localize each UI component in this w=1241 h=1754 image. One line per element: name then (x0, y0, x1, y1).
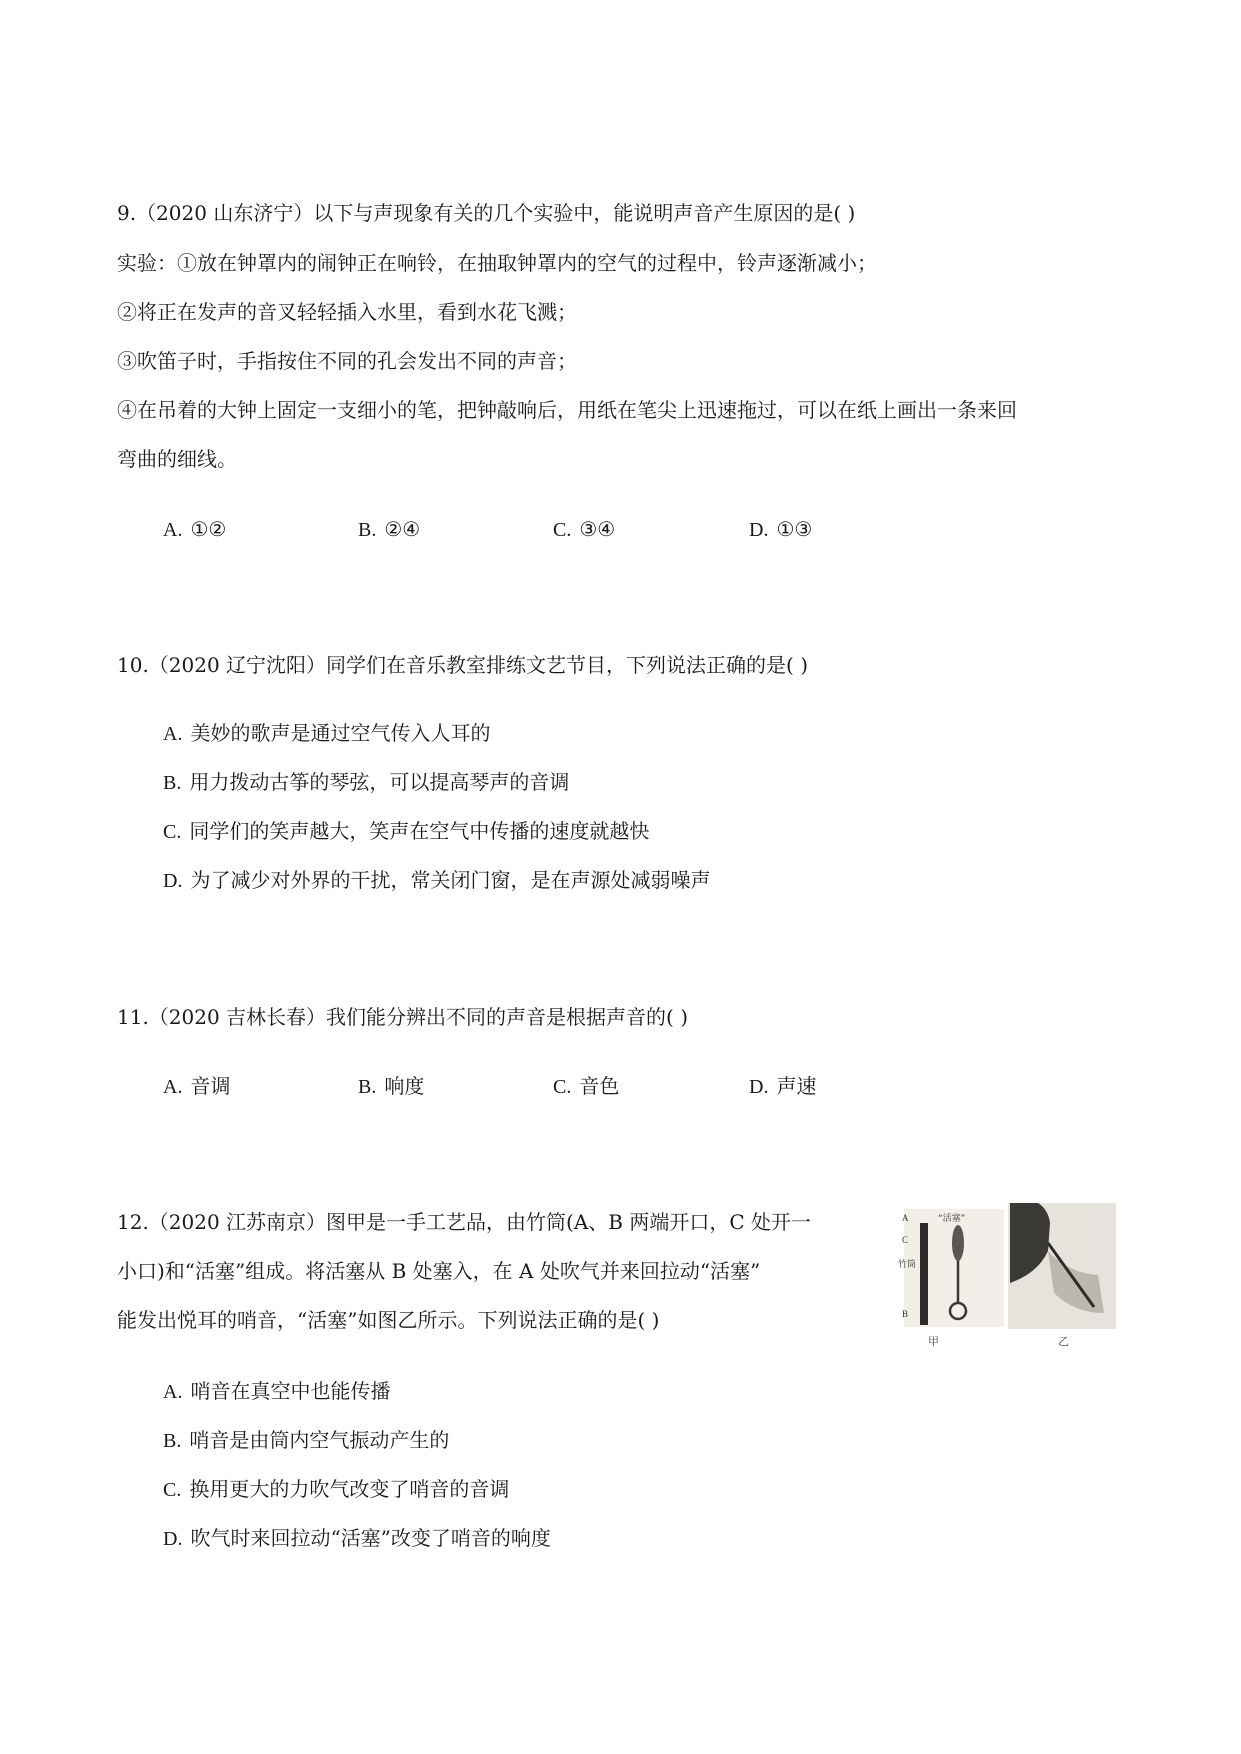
option-text: 用力拨动古筝的琴弦，可以提高琴声的音调 (189, 770, 570, 794)
option-d (163, 1528, 551, 1549)
option-text: 美妙的歌声是通过空气传入人耳的 (190, 721, 491, 745)
figure-jia (898, 1209, 1004, 1348)
option-letter: D. (163, 870, 183, 892)
experiment-line: 弯曲的细线。 (117, 447, 237, 471)
label-piston: “活塞” (938, 1214, 966, 1224)
option-text: 哨音是由筒内空气振动产生的 (189, 1428, 450, 1452)
option-d (749, 519, 812, 540)
option-letter: D. (163, 1528, 183, 1550)
option-b (163, 772, 569, 793)
option-letter: A. (163, 1076, 183, 1098)
option-c (163, 1479, 509, 1500)
option-c (553, 1076, 619, 1097)
label-bamboo: 竹筒 (898, 1260, 917, 1270)
option-d (163, 870, 710, 891)
whistle-figure (898, 1203, 1118, 1351)
option-letter: B. (163, 1430, 182, 1452)
option-text: 吹气时来回拉动“活塞”改变了哨音的响度 (190, 1526, 551, 1550)
figure-yi (1008, 1203, 1116, 1348)
option-letter: C. (163, 821, 182, 843)
question-stem: 9.（2020 山东济宁）以下与声现象有关的几个实验中，能说明声音产生原因的是( ) (117, 201, 856, 225)
option-text: 响度 (384, 1074, 425, 1098)
option-letter: A. (163, 519, 183, 541)
option-letter: A. (163, 1381, 183, 1403)
option-text: ①③ (776, 517, 813, 541)
option-letter: C. (553, 519, 572, 541)
option-letter: B. (358, 1076, 377, 1098)
option-a (163, 519, 226, 540)
option-c (553, 519, 615, 540)
experiment-line: ④在吊着的大钟上固定一支细小的笔，把钟敲响后，用纸在笔尖上迅速拖过，可以在纸上画出一条来回 (117, 398, 1017, 422)
option-letter: D. (749, 1076, 769, 1098)
piston-head-shape (952, 1225, 964, 1261)
question-stem: 12.（2020 江苏南京）图甲是一手工艺品，由竹筒(A、B 两端开口，C 处开一 (117, 1210, 812, 1234)
option-text: 音色 (579, 1074, 620, 1098)
option-text: ①② (190, 517, 227, 541)
option-b (163, 1430, 449, 1451)
question-stem: 10.（2020 辽宁沈阳）同学们在音乐教室排练文艺节目，下列说法正确的是( ) (117, 653, 809, 677)
experiment-line: ③吹笛子时，手指按住不同的孔会发出不同的声音； (117, 349, 577, 373)
option-a (163, 1076, 230, 1097)
option-text: ②④ (384, 517, 421, 541)
option-letter: D. (749, 519, 769, 541)
option-letter: C. (553, 1076, 572, 1098)
option-letter: A. (163, 723, 183, 745)
option-text: 同学们的笑声越大，笑声在空气中传播的速度就越快 (189, 819, 650, 843)
option-a (163, 1381, 390, 1402)
option-text: ③④ (579, 517, 616, 541)
experiment-line: 实验：①放在钟罩内的闹钟正在响铃，在抽取钟罩内的空气的过程中，铃声逐渐减小； (117, 251, 877, 275)
label-b: B (902, 1309, 909, 1319)
question-stem: 11.（2020 吉林长春）我们能分辨出不同的声音是根据声音的( ) (117, 1005, 689, 1029)
question-stem: 能发出悦耳的哨音，“活塞”如图乙所示。下列说法正确的是( ) (117, 1308, 660, 1332)
label-yi: 乙 (1058, 1335, 1069, 1348)
option-c (163, 821, 649, 842)
experiment-line: ②将正在发声的音叉轻轻插入水里，看到水花飞溅； (117, 300, 577, 324)
question-stem: 小口)和“活塞”组成。将活塞从 B 处塞入，在 A 处吹气并来回拉动“活塞” (117, 1259, 761, 1283)
option-a (163, 723, 490, 744)
option-letter: C. (163, 1479, 182, 1501)
label-jia: 甲 (928, 1335, 939, 1348)
option-text: 哨音在真空中也能传播 (190, 1379, 391, 1403)
option-text: 音调 (190, 1074, 231, 1098)
label-a: A (902, 1213, 909, 1223)
label-c: C (902, 1235, 909, 1245)
option-letter: B. (358, 519, 377, 541)
option-text: 换用更大的力吹气改变了哨音的音调 (189, 1477, 510, 1501)
option-b (358, 519, 420, 540)
option-text: 声速 (776, 1074, 817, 1098)
option-letter: B. (163, 772, 182, 794)
bamboo-tube-shape (920, 1223, 928, 1325)
option-text: 为了减少对外界的干扰，常关闭门窗，是在声源处减弱噪声 (190, 868, 711, 892)
option-b (358, 1076, 424, 1097)
option-d (749, 1076, 816, 1097)
